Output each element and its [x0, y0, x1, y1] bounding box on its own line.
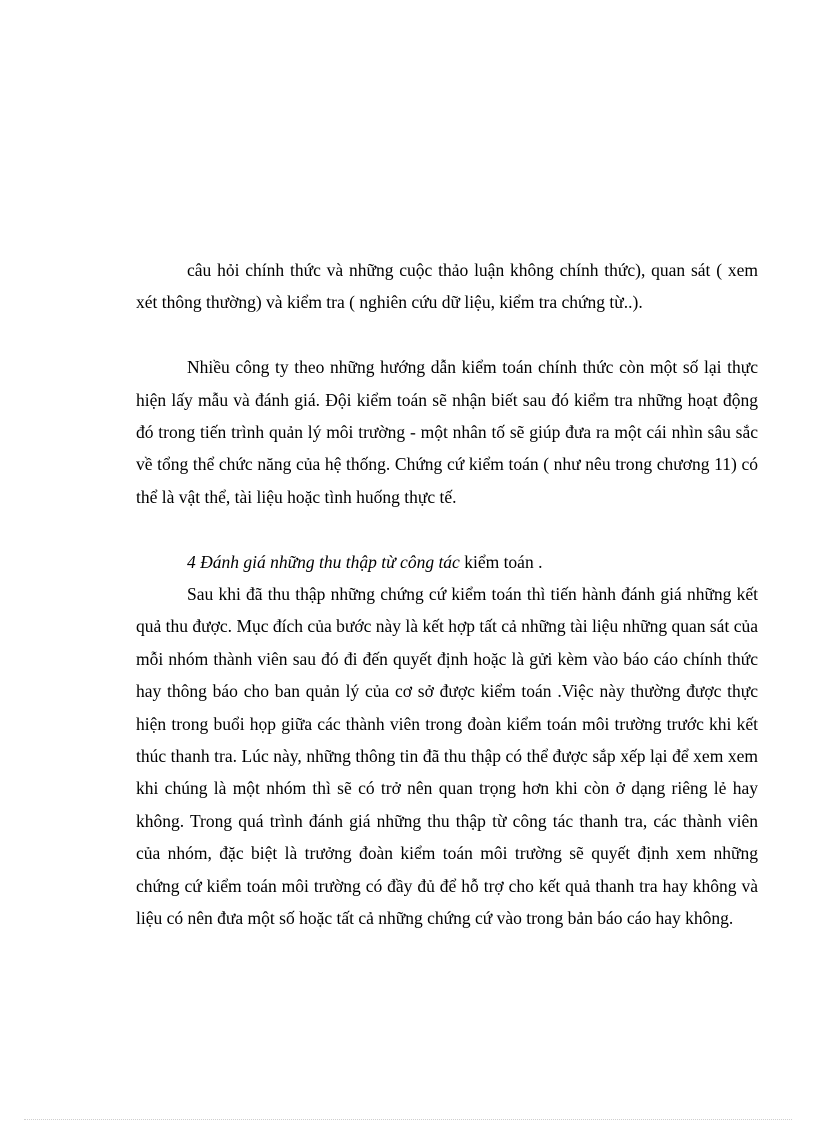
section-heading: [136, 546, 758, 578]
paragraph-audit-evidence: Nhiều công ty theo những hướng dẫn kiểm toán chính thức còn một số lại thực hiện lấy mẫu và đánh giá. Đội kiểm toán sẽ nhận biết sau đó kiểm tra những hoạt động đó trong tiến trình quản lý môi trường - một nhân tố sẽ giúp đưa ra một cái nhìn sâu sắc về tổng thể chức năng của hệ thống. Chứng cứ kiểm toán ( như nêu trong chương 11) có thể là vật thể, tài liệu hoặc tình huống thực tế.: [136, 357, 758, 507]
paragraph-evaluation: Sau khi đã thu thập những chứng cứ kiểm toán thì tiến hành đánh giá những kết quả thu được. Mục đích của bước này là kết hợp tất cả những tài liệu những quan sát của mỗi nhóm thành viên sau đó đi đến quyết định hoặc là gửi kèm vào báo cáo chính thức hay thông báo cho ban quản lý của cơ sở được kiểm toán .Việc này thường được thực hiện trong buổi họp giữa các thành viên trong đoàn kiểm toán môi trường trước khi kết thúc thanh tra. Lúc này, những thông tin đã thu thập có thể được sắp xếp lại để xem xem khi chúng là một nhóm thì sẽ có trở nên quan trọng hơn khi còn ở dạng riêng lẻ hay không. Trong quá trình đánh giá những thu thập từ công tác thanh tra, các thành viên của nhóm, đặc biệt là trưởng đoàn kiểm toán môi trường sẽ quyết định xem những chứng cứ kiểm toán môi trường có đầy đủ để hỗ trợ cho kết quả thanh tra hay không và liệu có nên đưa một số hoặc tất cả những chứng cứ vào trong bản báo cáo hay không.: [136, 584, 758, 929]
section-heading-normal: kiểm toán .: [459, 551, 543, 572]
document-body: [136, 254, 758, 935]
section-heading-italic: 4 Đánh giá những thu thập từ công tác: [187, 551, 460, 572]
page-bottom-divider: [24, 1119, 792, 1120]
paragraph-continuation: câu hỏi chính thức và những cuộc thảo luận không chính thức), quan sát ( xem xét thông thường) và kiểm tra ( nghiên cứu dữ liệu, kiểm tra chứng từ..).: [136, 260, 758, 313]
